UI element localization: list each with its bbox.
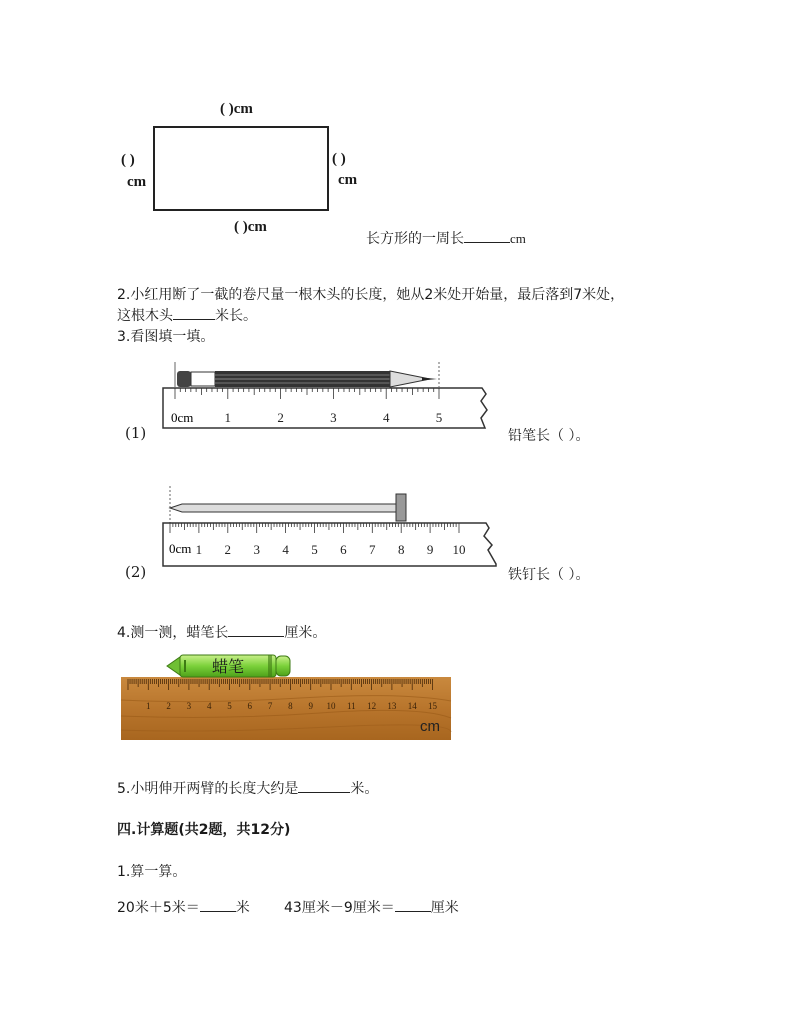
ruler-tick-label: 6 xyxy=(247,701,253,711)
q3-item2-label: (2) xyxy=(125,563,147,581)
ruler-tick-label: 1 xyxy=(146,701,151,711)
ruler-tick-label: 14 xyxy=(407,701,417,711)
section4-title: 四.计算题(共2题，共12分) xyxy=(117,822,291,838)
ruler-tick-label: 2 xyxy=(166,701,171,711)
ruler-tick-label: 8 xyxy=(288,701,293,711)
q5-question xyxy=(117,778,378,798)
ruler-tick-label: 4 xyxy=(206,701,212,711)
ruler-tick-label: 9 xyxy=(426,542,434,557)
ruler-tick-label: 3 xyxy=(253,542,260,557)
q2-line1: 2.小红用断了一截的卷尺量一根木头的长度，她从2米处开始量，最后落到7米处， xyxy=(117,287,625,303)
rect-top-label: ( )cm xyxy=(220,101,253,117)
q5-answer-blank[interactable] xyxy=(298,778,350,793)
ruler-tick-label: 2 xyxy=(277,410,284,425)
ruler-tick-label: 3 xyxy=(330,410,337,425)
ruler-tick-label: 9 xyxy=(308,701,313,711)
q3-title: 3.看图填一填。 xyxy=(117,329,215,345)
ruler-tick-label: 12 xyxy=(367,701,377,711)
calc-expr2-suffix: 厘米 xyxy=(430,900,459,916)
calc-expr2-prefix: 43厘米－9厘米＝ xyxy=(284,900,395,916)
q4-prefix: 4.测一测，蜡笔长 xyxy=(117,625,229,641)
ruler-tick-label: 15 xyxy=(428,701,437,711)
ruler-tick-label: 7 xyxy=(369,542,376,557)
q3-item1-label: (1) xyxy=(125,424,147,442)
ruler-tick-label: 6 xyxy=(340,542,347,557)
rect-right-label-paren: ( ) xyxy=(332,151,346,167)
ruler-tick-label: 10 xyxy=(326,701,336,711)
q2-suffix: 米长。 xyxy=(215,308,257,324)
ruler-tick-label: 13 xyxy=(387,701,397,711)
perimeter-prefix: 长方形的一周长 xyxy=(366,231,464,247)
ruler-tick-label: 4 xyxy=(282,542,289,557)
ruler-tick-label: 5 xyxy=(435,410,443,425)
q4-suffix: 厘米。 xyxy=(284,625,327,641)
q2-prefix: 这根木头 xyxy=(117,308,173,324)
ruler1-unit-label: 0cm xyxy=(171,410,194,425)
rect-bottom-label: ( )cm xyxy=(234,219,267,235)
q5-suffix: 米。 xyxy=(350,781,379,797)
rect-left-label-paren: ( ) xyxy=(121,152,135,168)
rect-left-label-unit: cm xyxy=(127,174,147,190)
crayon-tip-icon xyxy=(167,657,180,675)
ruler-tick-label: 8 xyxy=(397,542,405,557)
ruler2-unit-label: 0cm xyxy=(169,541,192,556)
calc-expr2 xyxy=(284,897,459,917)
q3-item2-answer: 铁钉长（ ）。 xyxy=(508,567,590,583)
ruler3-tick-labels xyxy=(146,701,437,711)
calc-expr1-suffix: 米 xyxy=(235,900,250,916)
ruler-tick-label: 4 xyxy=(382,410,390,425)
calc-title: 1.算一算。 xyxy=(117,864,187,880)
calc-expr1-prefix: 20米＋5米＝ xyxy=(117,900,200,916)
ruler-tick-label: 10 xyxy=(452,542,466,557)
perimeter-unit: cm xyxy=(510,231,526,246)
calc-expr1 xyxy=(117,897,250,917)
crayon-label: 蜡笔 xyxy=(212,657,245,676)
ruler-tick-label: 1 xyxy=(224,410,232,425)
calc-expr2-blank[interactable] xyxy=(395,897,431,912)
q3-item1-answer: 铅笔长（ ）。 xyxy=(508,428,590,444)
ruler-tick-label: 3 xyxy=(186,701,192,711)
calc-expr1-blank[interactable] xyxy=(200,897,236,912)
ruler-tick-label: 7 xyxy=(267,701,273,711)
ruler-tick-label: 11 xyxy=(346,701,356,711)
ruler-tick-label: 2 xyxy=(224,542,232,557)
ruler-tick-label: 5 xyxy=(227,701,232,711)
rect-right-label-unit: cm xyxy=(338,172,358,188)
ruler3-unit-label: cm xyxy=(420,718,440,735)
ruler-tick-label: 1 xyxy=(195,542,203,557)
q5-prefix: 5.小明伸开两臂的长度大约是 xyxy=(117,781,299,797)
ruler-tick-label: 5 xyxy=(311,542,318,557)
